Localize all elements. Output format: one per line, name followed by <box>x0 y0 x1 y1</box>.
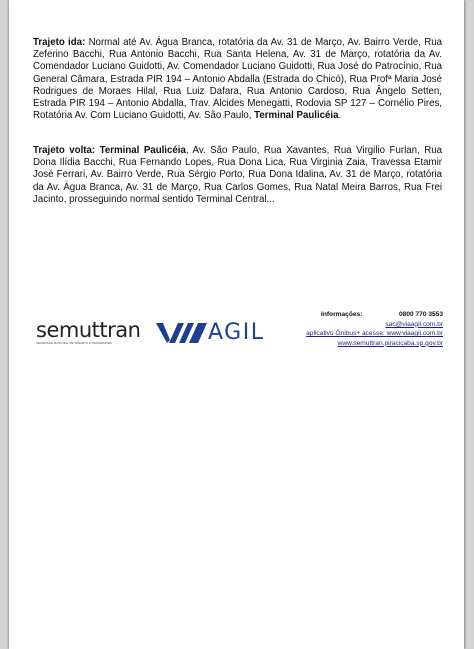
app-site-link[interactable]: www.viaagil.com.br <box>386 330 443 338</box>
email-link[interactable]: sac@viaagil.com.br <box>385 320 443 328</box>
contact-info <box>271 310 443 348</box>
semuttran-logo <box>36 318 154 348</box>
info-phone: 0800 770 3553 <box>398 311 443 318</box>
route-return-text: , Av. São Paulo, Rua Xavantes, Rua Virgilio Furlan, Rua Dona Ilídia Bacchi, Rua Fernando Lopes, Rua Dona Lica, Rua Virginia Zaia, Travessa Etamir José Ferrari, Av. Bairro Verde, Rua Sérgio Porto, Rua Dona Idalina, Av. 31 de Março, rotatória da Av. Água Branca, Av. 31 de Março, Rua Carlos Gomes, Rua Natal Meira Barros, Rua Frei Jacinto, prosseguindo normal sentido Terminal Central... <box>33 145 443 205</box>
info-site-row <box>271 339 443 349</box>
via-mark-icon <box>155 320 209 346</box>
route-outbound-text: Normal até Av. Água Branca, rotatória da Av. 31 de Março, Av. Bairro Verde, Rua Zeferino Bacchi, Rua Antonio Bacchi, Rua Santa Helena, Av. 31 de Março, rotatória da Av. Comendador Luciano Guidotti, Av. Comendador Luciano Guidotti, Rua José do Patrocínio, Rua General Câmara, Estrada PIR 194 – Antonio Abdalla (Estrada do Chicó), Rua Profª Maria José Rodrigues de Moraes Hilal, Rua Luiz Dafara, Rua Antonio Cardoso, Rua Ângelo Setten, Estrada PIR 194 – Antonio Abdalla, Trav. Alcides Menegatti, Rodovia SP 127 – Cornélio Pires, Rotatória Av. Com Luciano Guidotti, Av. São Paulo, <box>33 37 443 122</box>
viagil-logo <box>155 320 277 346</box>
route-return-paragraph <box>33 145 442 206</box>
viagil-wordmark: AGIL <box>208 320 265 345</box>
route-return-start: Terminal Paulicéia <box>95 145 186 156</box>
info-label: Informações: <box>320 311 363 318</box>
document-page <box>9 0 464 649</box>
route-outbound-label: Trajeto ida: <box>33 37 86 48</box>
semuttran-site-link[interactable]: www.semuttran.piracicaba.sp.gov.br <box>337 339 443 347</box>
route-outbound-end: Terminal Paulicéia <box>254 110 339 122</box>
route-return-label: Trajeto volta: <box>33 145 96 156</box>
app-text[interactable]: aplicativo Ônibus+ acesse: <box>306 330 387 338</box>
route-outbound-paragraph <box>33 37 442 122</box>
route-outbound-period: . <box>338 110 342 122</box>
semuttran-wordmark: semuttran <box>36 318 141 342</box>
semuttran-subtitle: SECRETARIA MUNICIPAL DE TRÂNSITO E TRANSPORTES <box>36 342 112 345</box>
info-email-row <box>271 320 443 330</box>
info-header <box>271 310 443 320</box>
info-app-row <box>271 329 443 339</box>
